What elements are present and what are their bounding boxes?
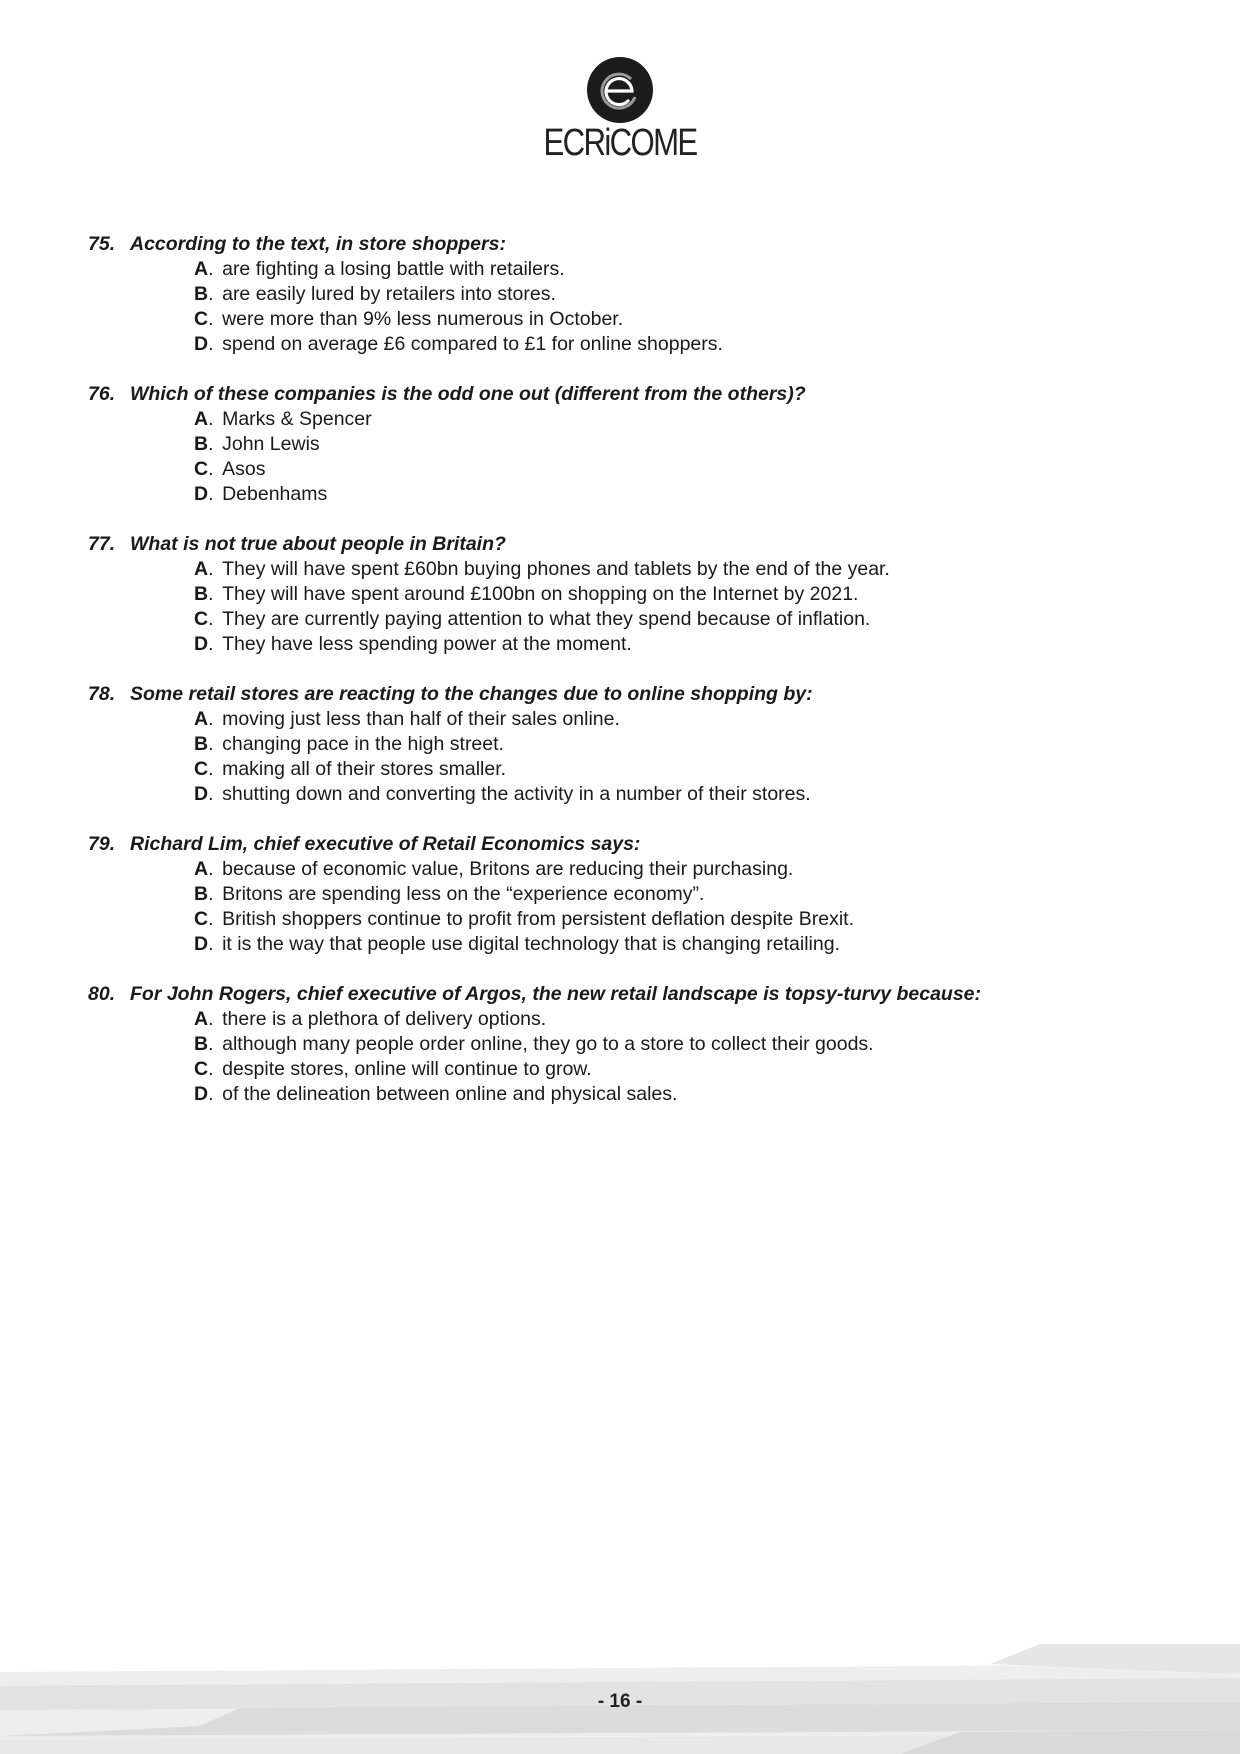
option-letter: A [194, 858, 209, 880]
option-letter: D [194, 333, 209, 355]
option-letter: D [194, 933, 209, 955]
option-letter: B [194, 1033, 209, 1055]
option-letter: A [194, 408, 209, 430]
page-number: - 16 - [597, 1691, 643, 1712]
ecricome-logo-icon [587, 57, 653, 123]
option-letter: C [194, 308, 209, 330]
option-text: Asos [222, 458, 266, 480]
option-list [88, 557, 1168, 657]
option-d: D. Debenhams [194, 483, 328, 505]
option-list [88, 857, 1168, 957]
option-c: C. despite stores, online will continue to grow. [194, 1058, 592, 1080]
ecricome-logo [0, 57, 1240, 163]
option-text: because of economic value, Britons are reducing their purchasing. [222, 858, 794, 880]
option-text: although many people order online, they go to a store to collect their goods. [222, 1033, 874, 1055]
option-letter: B [194, 283, 209, 305]
option-letter: B [194, 883, 209, 905]
question-76 [88, 382, 1168, 507]
option-d: D. spend on average £6 compared to £1 for online shoppers. [194, 333, 723, 355]
option-letter: B [194, 733, 209, 755]
option-text: Britons are spending less on the “experience economy”. [222, 883, 705, 905]
option-text: They have less spending power at the moment. [222, 633, 632, 655]
option-text: are fighting a losing battle with retailers. [222, 258, 565, 280]
question-header [88, 382, 1168, 407]
question-header [88, 232, 1168, 257]
option-text: changing pace in the high street. [222, 733, 504, 755]
question-number: 77. [88, 533, 116, 555]
option-d: D. it is the way that people use digital technology that is changing retailing. [194, 933, 840, 955]
question-header [88, 982, 1168, 1007]
option-b: B. Britons are spending less on the “experience economy”. [194, 883, 705, 905]
option-b: B. changing pace in the high street. [194, 733, 504, 755]
option-letter: C [194, 758, 209, 780]
question-79 [88, 832, 1168, 957]
option-a: A. are fighting a losing battle with retailers. [194, 258, 565, 280]
question-header [88, 832, 1168, 857]
option-a: A. Marks & Spencer [194, 408, 372, 430]
question-text: According to the text, in store shoppers: [130, 233, 506, 255]
question-number: 80. [88, 983, 116, 1005]
question-78 [88, 682, 1168, 807]
option-c: C. British shoppers continue to profit from persistent deflation despite Brexit. [194, 908, 854, 930]
question-text: What is not true about people in Britain? [130, 533, 506, 555]
option-letter: C [194, 1058, 209, 1080]
option-letter: D [194, 633, 209, 655]
option-list [88, 257, 1168, 357]
option-a: A. They will have spent £60bn buying phones and tablets by the end of the year. [194, 558, 890, 580]
question-number: 76. [88, 383, 116, 405]
option-text: there is a plethora of delivery options. [222, 1008, 547, 1030]
option-letter: B [194, 433, 209, 455]
question-text: Which of these companies is the odd one out (different from the others)? [130, 383, 806, 405]
option-d: D. They have less spending power at the moment. [194, 633, 632, 655]
question-77 [88, 532, 1168, 657]
option-text: They are currently paying attention to what they spend because of inflation. [222, 608, 871, 630]
option-text: They will have spent around £100bn on shopping on the Internet by 2021. [222, 583, 859, 605]
question-75 [88, 232, 1168, 357]
option-text: are easily lured by retailers into stores. [222, 283, 556, 305]
option-text: British shoppers continue to profit from persistent deflation despite Brexit. [222, 908, 854, 930]
option-a: A. because of economic value, Britons are reducing their purchasing. [194, 858, 794, 880]
option-a: A. there is a plethora of delivery options. [194, 1008, 547, 1030]
option-a: A. moving just less than half of their sales online. [194, 708, 620, 730]
option-b: B. although many people order online, they go to a store to collect their goods. [194, 1033, 874, 1055]
option-list [88, 1007, 1168, 1107]
option-letter: D [194, 483, 209, 505]
option-letter: A [194, 1008, 209, 1030]
option-letter: A [194, 258, 209, 280]
question-number: 79. [88, 833, 116, 855]
option-text: John Lewis [222, 433, 320, 455]
option-d: D. shutting down and converting the activity in a number of their stores. [194, 783, 811, 805]
option-c: C. Asos [194, 458, 266, 480]
option-text: making all of their stores smaller. [222, 758, 507, 780]
logo-wordmark: ECRiCOME [543, 122, 697, 164]
question-header [88, 532, 1168, 557]
option-text: They will have spent £60bn buying phones and tablets by the end of the year. [222, 558, 890, 580]
option-text: moving just less than half of their sales online. [222, 708, 620, 730]
option-b: B. John Lewis [194, 433, 320, 455]
option-c: C. making all of their stores smaller. [194, 758, 507, 780]
option-text: shutting down and converting the activity in a number of their stores. [222, 783, 811, 805]
question-text: Richard Lim, chief executive of Retail Economics says: [130, 833, 641, 855]
option-d: D. of the delineation between online and physical sales. [194, 1083, 678, 1105]
option-text: Debenhams [222, 483, 328, 505]
option-letter: D [194, 783, 209, 805]
option-list [88, 407, 1168, 507]
option-letter: D [194, 1083, 209, 1105]
option-letter: C [194, 908, 209, 930]
option-b: B. They will have spent around £100bn on shopping on the Internet by 2021. [194, 583, 859, 605]
option-text: of the delineation between online and physical sales. [222, 1083, 678, 1105]
option-text: Marks & Spencer [222, 408, 372, 430]
option-letter: C [194, 608, 209, 630]
option-list [88, 707, 1168, 807]
option-text: despite stores, online will continue to grow. [222, 1058, 592, 1080]
option-letter: A [194, 558, 209, 580]
question-text: Some retail stores are reacting to the changes due to online shopping by: [130, 683, 813, 705]
question-list [88, 232, 1168, 1132]
question-number: 75. [88, 233, 116, 255]
option-b: B. are easily lured by retailers into stores. [194, 283, 556, 305]
option-letter: A [194, 708, 209, 730]
option-letter: C [194, 458, 209, 480]
option-c: C. were more than 9% less numerous in October. [194, 308, 624, 330]
option-text: were more than 9% less numerous in October. [222, 308, 624, 330]
option-letter: B [194, 583, 209, 605]
question-header [88, 682, 1168, 707]
question-text: For John Rogers, chief executive of Argos, the new retail landscape is topsy-turvy because: [130, 983, 982, 1005]
question-80 [88, 982, 1168, 1107]
option-c: C. They are currently paying attention to what they spend because of inflation. [194, 608, 871, 630]
option-text: it is the way that people use digital technology that is changing retailing. [222, 933, 840, 955]
option-text: spend on average £6 compared to £1 for online shoppers. [222, 333, 723, 355]
question-number: 78. [88, 683, 116, 705]
